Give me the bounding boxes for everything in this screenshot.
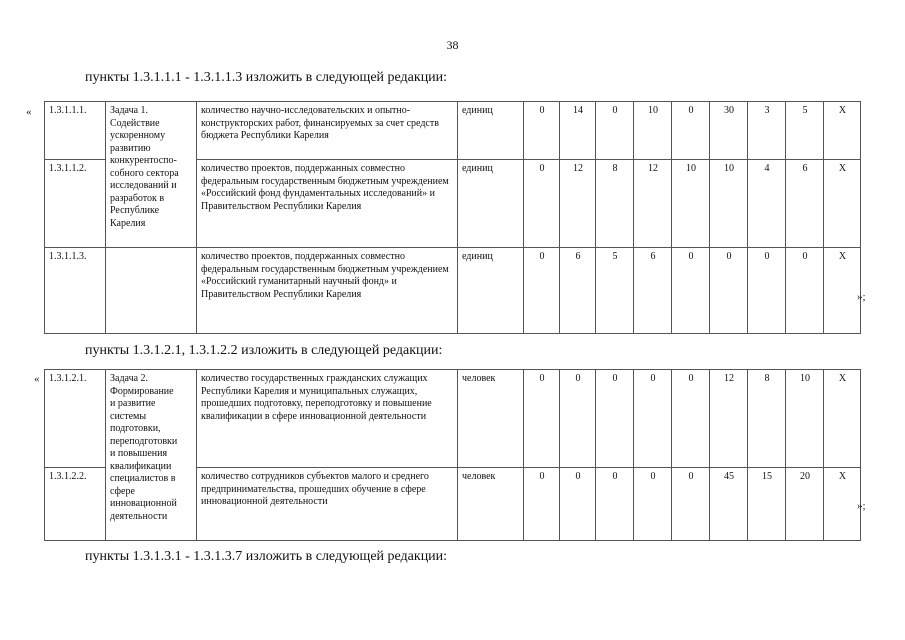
value-cell: X bbox=[824, 102, 861, 160]
value-cell: 14 bbox=[560, 102, 596, 160]
value-cell: 0 bbox=[560, 370, 596, 468]
value-cell: 8 bbox=[748, 370, 786, 468]
value-cell: 10 bbox=[672, 160, 710, 248]
indicators-table-2 bbox=[44, 369, 861, 541]
value-cell: 10 bbox=[634, 102, 672, 160]
value-cell: 0 bbox=[560, 468, 596, 541]
unit-cell: единиц bbox=[458, 160, 524, 248]
close-quote: »; bbox=[857, 500, 866, 512]
value-cell: 6 bbox=[560, 248, 596, 334]
close-quote: »; bbox=[857, 291, 866, 303]
value-cell: 0 bbox=[672, 468, 710, 541]
value-cell: 0 bbox=[524, 102, 560, 160]
value-cell: 8 bbox=[596, 160, 634, 248]
value-cell: 6 bbox=[634, 248, 672, 334]
value-cell: 10 bbox=[786, 370, 824, 468]
value-cell: 45 bbox=[710, 468, 748, 541]
row-code: 1.3.1.1.1. bbox=[45, 102, 106, 160]
value-cell: 0 bbox=[672, 102, 710, 160]
value-cell: 0 bbox=[524, 160, 560, 248]
value-cell: 12 bbox=[710, 370, 748, 468]
row-code: 1.3.1.2.2. bbox=[45, 468, 106, 541]
value-cell: 12 bbox=[560, 160, 596, 248]
section-heading: пункты 1.3.1.1.1 - 1.3.1.1.3 изложить в следующей редакции: bbox=[85, 70, 448, 85]
value-cell: 0 bbox=[748, 248, 786, 334]
value-cell: 0 bbox=[634, 370, 672, 468]
table-row bbox=[45, 102, 861, 160]
row-code: 1.3.1.1.3. bbox=[45, 248, 106, 334]
task-cell: Задача 2. Формирование и развитие системы подготовки, переподготовки и повышения квалификации специалистов в сфере инновационной деятельности bbox=[106, 370, 197, 541]
value-cell: X bbox=[824, 370, 861, 468]
value-cell: 20 bbox=[786, 468, 824, 541]
table-row bbox=[45, 248, 861, 334]
value-cell: 0 bbox=[524, 370, 560, 468]
row-code: 1.3.1.2.1. bbox=[45, 370, 106, 468]
indicator-cell: количество проектов, поддержанных совместно федеральным государственным бюджетным учреждением «Российский фонд фундаментальных исследований» и Правительством Республики Карелия bbox=[197, 160, 458, 248]
task-cell: Задача 1. Содействие ускоренному развитию конкурентоспо- собного сектора исследований и разработок в Республике Карелия bbox=[106, 102, 197, 248]
value-cell: 0 bbox=[710, 248, 748, 334]
value-cell: 0 bbox=[524, 468, 560, 541]
indicator-cell: количество государственных гражданских служащих Республики Карелия и муниципальных служащих, прошедших подготовку, переподготовку и повышение квалификации в сфере инновационной деятельности bbox=[197, 370, 458, 468]
value-cell: 6 bbox=[786, 160, 824, 248]
indicator-cell: количество сотрудников субъектов малого и среднего предпринимательства, прошедших обучение в сфере инновационной деятельности bbox=[197, 468, 458, 541]
value-cell: 4 bbox=[748, 160, 786, 248]
value-cell: 0 bbox=[596, 370, 634, 468]
value-cell: 3 bbox=[748, 102, 786, 160]
value-cell: 5 bbox=[786, 102, 824, 160]
value-cell: 12 bbox=[634, 160, 672, 248]
value-cell: 0 bbox=[786, 248, 824, 334]
unit-cell: единиц bbox=[458, 102, 524, 160]
unit-cell: человек bbox=[458, 370, 524, 468]
indicator-cell: количество научно-исследовательских и опытно-конструкторских работ, финансируемых за счет средств бюджета Республики Карелия bbox=[197, 102, 458, 160]
value-cell: 5 bbox=[596, 248, 634, 334]
unit-cell: единиц bbox=[458, 248, 524, 334]
indicators-table-1 bbox=[44, 101, 861, 334]
value-cell: 0 bbox=[524, 248, 560, 334]
value-cell: X bbox=[824, 468, 861, 541]
table-row bbox=[45, 370, 861, 468]
task-cell-empty bbox=[106, 248, 197, 334]
value-cell: 10 bbox=[710, 160, 748, 248]
value-cell: 0 bbox=[634, 468, 672, 541]
value-cell: X bbox=[824, 160, 861, 248]
section-heading: пункты 1.3.1.3.1 - 1.3.1.3.7 изложить в следующей редакции: bbox=[85, 549, 448, 564]
value-cell: 0 bbox=[596, 102, 634, 160]
value-cell: 0 bbox=[672, 248, 710, 334]
value-cell: 0 bbox=[596, 468, 634, 541]
value-cell: X bbox=[824, 248, 861, 334]
open-quote: « bbox=[34, 373, 40, 385]
value-cell: 15 bbox=[748, 468, 786, 541]
row-code: 1.3.1.1.2. bbox=[45, 160, 106, 248]
value-cell: 30 bbox=[710, 102, 748, 160]
value-cell: 0 bbox=[672, 370, 710, 468]
page-number: 38 bbox=[446, 38, 459, 52]
indicator-cell: количество проектов, поддержанных совместно федеральным государственным бюджетным учреждением «Российский гуманитарный научный фонд» и Правительством Республики Карелия bbox=[197, 248, 458, 334]
section-heading: пункты 1.3.1.2.1, 1.3.1.2.2 изложить в следующей редакции: bbox=[85, 343, 443, 358]
unit-cell: человек bbox=[458, 468, 524, 541]
open-quote: « bbox=[26, 106, 32, 118]
